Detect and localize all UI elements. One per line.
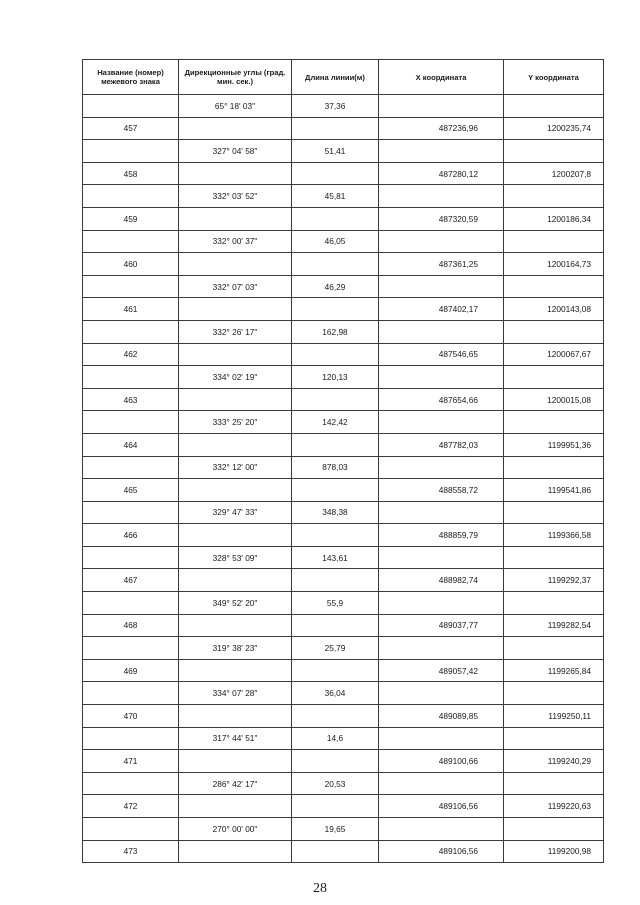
cell-y-coordinate (504, 727, 604, 750)
table-row (83, 592, 604, 615)
cell-line-length: 46,05 (292, 230, 379, 253)
cell-direction-angle (179, 614, 292, 637)
cell-line-length (292, 343, 379, 366)
cell-x-coordinate: 489106,56 (379, 840, 504, 863)
cell-direction-angle (179, 479, 292, 502)
cell-line-length (292, 117, 379, 140)
cell-direction-angle: 334° 07' 28" (179, 682, 292, 705)
page-number: 28 (313, 881, 327, 896)
header-x-coordinate: X координата (379, 60, 504, 95)
table-row (83, 840, 604, 863)
cell-direction-angle: 317° 44' 51" (179, 727, 292, 750)
cell-x-coordinate: 487280,12 (379, 162, 504, 185)
table-row (83, 162, 604, 185)
cell-mark-name: 463 (83, 388, 179, 411)
cell-x-coordinate (379, 818, 504, 841)
cell-line-length: 20,53 (292, 772, 379, 795)
table-body (83, 95, 604, 863)
table-row (83, 569, 604, 592)
table-row (83, 524, 604, 547)
table-row (83, 614, 604, 637)
cell-x-coordinate (379, 230, 504, 253)
header-mark-name: Название (номер) межевого знака (83, 60, 179, 95)
header-direction-angle: Дирекционные углы (град. мин. сек.) (179, 60, 292, 95)
cell-mark-name (83, 546, 179, 569)
cell-mark-name: 461 (83, 298, 179, 321)
cell-y-coordinate: 1199951,36 (504, 433, 604, 456)
cell-line-length: 14,6 (292, 727, 379, 750)
cell-line-length (292, 479, 379, 502)
cell-y-coordinate (504, 275, 604, 298)
cell-direction-angle: 333° 25' 20" (179, 411, 292, 434)
cell-x-coordinate (379, 320, 504, 343)
cell-direction-angle (179, 388, 292, 411)
cell-mark-name (83, 592, 179, 615)
cell-mark-name (83, 456, 179, 479)
table-row (83, 117, 604, 140)
cell-y-coordinate: 1200164,73 (504, 253, 604, 276)
cell-direction-angle (179, 840, 292, 863)
cell-y-coordinate: 1199282,54 (504, 614, 604, 637)
cell-x-coordinate: 488558,72 (379, 479, 504, 502)
cell-direction-angle: 286° 42' 17" (179, 772, 292, 795)
cell-line-length (292, 253, 379, 276)
table-row (83, 411, 604, 434)
cell-line-length: 51,41 (292, 140, 379, 163)
cell-x-coordinate (379, 501, 504, 524)
cell-mark-name (83, 275, 179, 298)
cell-line-length (292, 207, 379, 230)
cell-x-coordinate: 489057,42 (379, 659, 504, 682)
cell-line-length: 19,65 (292, 818, 379, 841)
cell-x-coordinate (379, 456, 504, 479)
cell-direction-angle: 332° 26' 17" (179, 320, 292, 343)
cell-mark-name (83, 818, 179, 841)
cell-line-length (292, 659, 379, 682)
cell-line-length (292, 433, 379, 456)
cell-x-coordinate: 488859,79 (379, 524, 504, 547)
cell-line-length: 37,36 (292, 95, 379, 118)
table-row (83, 818, 604, 841)
cell-mark-name (83, 95, 179, 118)
cell-line-length: 36,04 (292, 682, 379, 705)
cell-direction-angle: 65° 18' 03" (179, 95, 292, 118)
cell-line-length: 45,81 (292, 185, 379, 208)
table-row (83, 343, 604, 366)
cell-mark-name: 464 (83, 433, 179, 456)
cell-direction-angle: 270° 00' 00" (179, 818, 292, 841)
cell-y-coordinate: 1199220,63 (504, 795, 604, 818)
cell-direction-angle (179, 253, 292, 276)
cell-line-length: 25,79 (292, 637, 379, 660)
cell-x-coordinate: 487546,65 (379, 343, 504, 366)
cell-direction-angle: 327° 04' 58" (179, 140, 292, 163)
cell-y-coordinate (504, 320, 604, 343)
table-header-row (83, 60, 604, 95)
cell-x-coordinate (379, 637, 504, 660)
cell-y-coordinate (504, 818, 604, 841)
table-row (83, 185, 604, 208)
cell-y-coordinate: 1199250,11 (504, 705, 604, 728)
cell-x-coordinate (379, 682, 504, 705)
cell-mark-name: 467 (83, 569, 179, 592)
cell-line-length (292, 388, 379, 411)
table-row (83, 275, 604, 298)
cell-x-coordinate: 489100,66 (379, 750, 504, 773)
cell-x-coordinate (379, 772, 504, 795)
cell-y-coordinate (504, 366, 604, 389)
cell-y-coordinate: 1199240,29 (504, 750, 604, 773)
coordinates-table (82, 59, 604, 863)
cell-x-coordinate: 488982,74 (379, 569, 504, 592)
cell-y-coordinate: 1199366,58 (504, 524, 604, 547)
cell-direction-angle: 329° 47' 33" (179, 501, 292, 524)
cell-direction-angle: 332° 12' 00" (179, 456, 292, 479)
cell-y-coordinate: 1199265,84 (504, 659, 604, 682)
cell-y-coordinate: 1200067,67 (504, 343, 604, 366)
cell-line-length (292, 569, 379, 592)
cell-direction-angle (179, 569, 292, 592)
cell-y-coordinate (504, 95, 604, 118)
cell-y-coordinate (504, 456, 604, 479)
cell-x-coordinate (379, 366, 504, 389)
cell-mark-name (83, 366, 179, 389)
cell-direction-angle (179, 795, 292, 818)
cell-x-coordinate: 489089,85 (379, 705, 504, 728)
cell-direction-angle (179, 117, 292, 140)
table-row (83, 207, 604, 230)
cell-y-coordinate: 1199200,98 (504, 840, 604, 863)
cell-line-length: 348,38 (292, 501, 379, 524)
cell-direction-angle: 332° 00' 37" (179, 230, 292, 253)
cell-line-length (292, 524, 379, 547)
cell-x-coordinate (379, 727, 504, 750)
cell-mark-name: 465 (83, 479, 179, 502)
cell-x-coordinate (379, 592, 504, 615)
table-row (83, 388, 604, 411)
cell-mark-name (83, 727, 179, 750)
table-row (83, 456, 604, 479)
cell-mark-name (83, 230, 179, 253)
cell-direction-angle (179, 343, 292, 366)
table-row (83, 298, 604, 321)
cell-mark-name: 469 (83, 659, 179, 682)
cell-y-coordinate (504, 772, 604, 795)
table-row (83, 682, 604, 705)
cell-direction-angle (179, 162, 292, 185)
table-row (83, 795, 604, 818)
cell-direction-angle (179, 298, 292, 321)
cell-direction-angle (179, 207, 292, 230)
cell-y-coordinate (504, 637, 604, 660)
cell-x-coordinate (379, 546, 504, 569)
cell-x-coordinate: 487782,03 (379, 433, 504, 456)
cell-y-coordinate: 1200186,34 (504, 207, 604, 230)
cell-direction-angle: 332° 03' 52" (179, 185, 292, 208)
cell-direction-angle (179, 659, 292, 682)
cell-y-coordinate (504, 140, 604, 163)
cell-line-length: 120,13 (292, 366, 379, 389)
cell-mark-name (83, 411, 179, 434)
cell-line-length: 162,98 (292, 320, 379, 343)
cell-y-coordinate: 1200143,08 (504, 298, 604, 321)
cell-mark-name (83, 501, 179, 524)
cell-line-length: 55,9 (292, 592, 379, 615)
table-row (83, 479, 604, 502)
cell-direction-angle (179, 524, 292, 547)
table-row (83, 637, 604, 660)
cell-y-coordinate: 1199292,37 (504, 569, 604, 592)
table-row (83, 501, 604, 524)
cell-mark-name: 457 (83, 117, 179, 140)
cell-mark-name: 471 (83, 750, 179, 773)
cell-direction-angle: 334° 02' 19" (179, 366, 292, 389)
cell-mark-name (83, 140, 179, 163)
table-row (83, 659, 604, 682)
cell-y-coordinate: 1200015,08 (504, 388, 604, 411)
cell-direction-angle: 328° 53' 09" (179, 546, 292, 569)
header-y-coordinate: Y координата (504, 60, 604, 95)
cell-line-length: 143,61 (292, 546, 379, 569)
cell-mark-name: 458 (83, 162, 179, 185)
cell-x-coordinate: 487320,59 (379, 207, 504, 230)
table-row (83, 750, 604, 773)
cell-line-length (292, 614, 379, 637)
cell-x-coordinate: 487402,17 (379, 298, 504, 321)
table-row (83, 320, 604, 343)
table-row (83, 140, 604, 163)
cell-mark-name: 472 (83, 795, 179, 818)
header-line-length: Длина линии(м) (292, 60, 379, 95)
cell-line-length (292, 298, 379, 321)
cell-direction-angle: 319° 38' 23" (179, 637, 292, 660)
cell-line-length (292, 162, 379, 185)
cell-x-coordinate: 489037,77 (379, 614, 504, 637)
cell-x-coordinate (379, 140, 504, 163)
cell-direction-angle (179, 433, 292, 456)
cell-x-coordinate: 487654,66 (379, 388, 504, 411)
table-row (83, 366, 604, 389)
cell-mark-name: 460 (83, 253, 179, 276)
cell-direction-angle (179, 705, 292, 728)
cell-y-coordinate (504, 592, 604, 615)
cell-mark-name: 470 (83, 705, 179, 728)
table-row (83, 433, 604, 456)
table-row (83, 772, 604, 795)
cell-x-coordinate: 487236,96 (379, 117, 504, 140)
cell-mark-name (83, 320, 179, 343)
cell-x-coordinate: 489106,56 (379, 795, 504, 818)
cell-mark-name: 466 (83, 524, 179, 547)
cell-y-coordinate (504, 682, 604, 705)
cell-mark-name (83, 185, 179, 208)
cell-x-coordinate (379, 411, 504, 434)
cell-y-coordinate (504, 411, 604, 434)
cell-line-length (292, 750, 379, 773)
table-row (83, 705, 604, 728)
cell-line-length (292, 840, 379, 863)
table-row (83, 546, 604, 569)
cell-y-coordinate: 1200207,8 (504, 162, 604, 185)
cell-y-coordinate: 1199541,86 (504, 479, 604, 502)
cell-mark-name (83, 637, 179, 660)
cell-mark-name: 462 (83, 343, 179, 366)
cell-line-length: 878,03 (292, 456, 379, 479)
cell-y-coordinate (504, 546, 604, 569)
cell-line-length (292, 705, 379, 728)
cell-y-coordinate (504, 501, 604, 524)
cell-x-coordinate (379, 185, 504, 208)
cell-x-coordinate (379, 95, 504, 118)
table-row (83, 95, 604, 118)
cell-line-length (292, 795, 379, 818)
table-row (83, 253, 604, 276)
cell-direction-angle (179, 750, 292, 773)
cell-mark-name: 473 (83, 840, 179, 863)
cell-direction-angle: 349° 52' 20" (179, 592, 292, 615)
cell-direction-angle: 332° 07' 03" (179, 275, 292, 298)
cell-x-coordinate: 487361,25 (379, 253, 504, 276)
table-row (83, 727, 604, 750)
cell-y-coordinate: 1200235,74 (504, 117, 604, 140)
cell-y-coordinate (504, 230, 604, 253)
cell-mark-name: 468 (83, 614, 179, 637)
cell-line-length: 46,29 (292, 275, 379, 298)
cell-mark-name: 459 (83, 207, 179, 230)
cell-x-coordinate (379, 275, 504, 298)
cell-mark-name (83, 772, 179, 795)
table-row (83, 230, 604, 253)
cell-mark-name (83, 682, 179, 705)
cell-line-length: 142,42 (292, 411, 379, 434)
cell-y-coordinate (504, 185, 604, 208)
